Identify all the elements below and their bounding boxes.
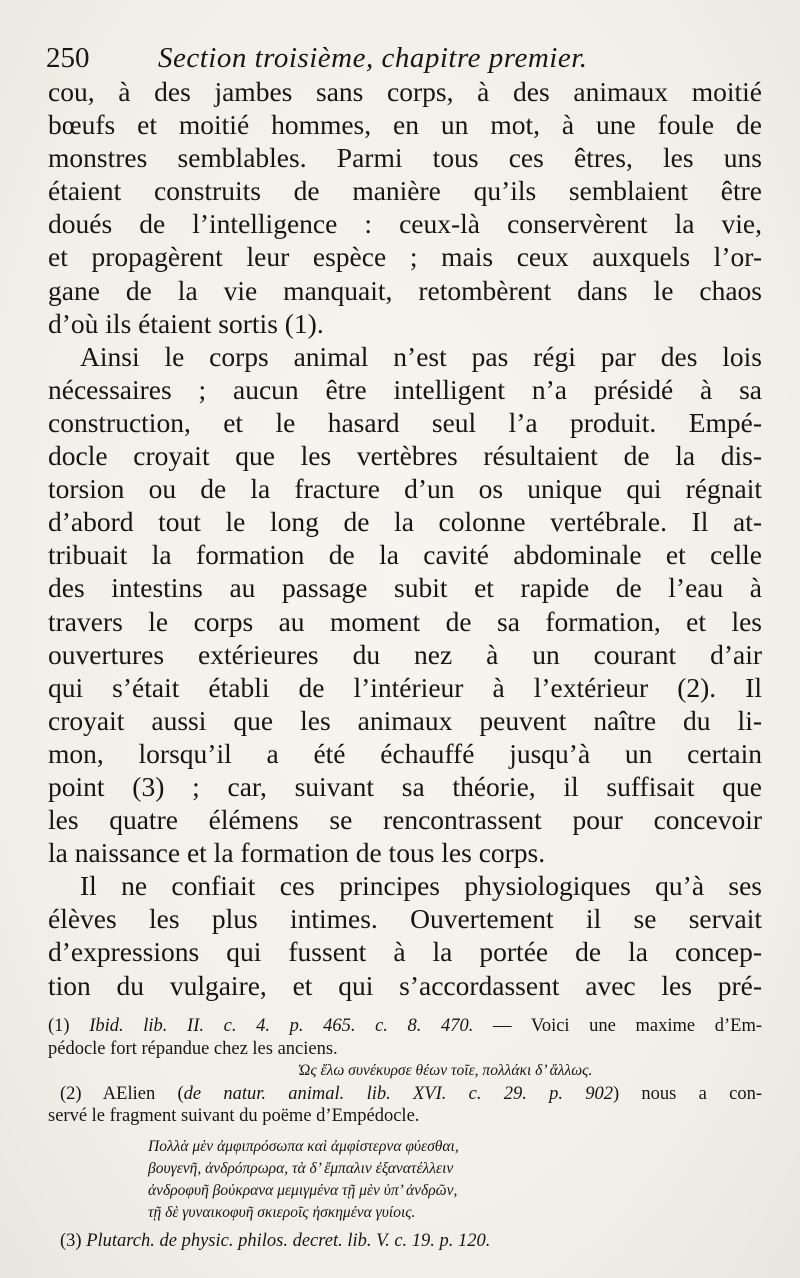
text-line: bœufs et moitié hommes, en un mot, à une foule de	[48, 109, 762, 141]
text-line: tion du vulgaire, et qui s’accordassent avec les pré-	[48, 969, 762, 1001]
page-number: 250	[46, 42, 90, 74]
text-line: élèves les plus intimes. Ouvertement il se servait	[48, 903, 762, 935]
text-line: tribuait la formation de la cavité abdominale et celle	[48, 539, 762, 571]
text-line: des intestins au passage subit et rapide de l’eau à	[48, 572, 762, 604]
footnote-1-greek-quote: Ὡς ἔλω συνέκυρσε θέων τοῖε, πολλάκι δ’ ἄλλως.	[297, 1062, 593, 1079]
footnote-2-greek-verse: τῇ δὲ γυναικοφυῆ σκιεροῖς ἠσκημένα γυίοις.	[148, 1203, 416, 1221]
running-title: Section troisième, chapitre premier.	[158, 42, 588, 74]
footnote-2-greek-verse: βουγενῆ, ἀνδρόπρωρα, τὰ δ’ ἔμπαλιν ἐξανατέλλειν	[148, 1159, 454, 1177]
footnote-1-line: pédocle fort répandue chez les anciens.	[48, 1038, 338, 1059]
text-line: gane de la vie manquait, retombèrent dans le chaos	[48, 274, 762, 306]
text-line: la naissance et la formation de tous les corps.	[48, 837, 546, 869]
text-line: monstres semblables. Parmi tous ces êtres, les uns	[48, 142, 762, 174]
text-line: doués de l’intelligence : ceux-là conservèrent la vie,	[48, 208, 762, 240]
text-line: construction, et le hasard seul l’a produit. Empé-	[48, 406, 762, 438]
text-line: docle croyait que les vertèbres résultaient de la dis-	[48, 440, 762, 472]
text-line: point (3) ; car, suivant sa théorie, il suffisait que	[48, 770, 762, 802]
text-line: d’où ils étaient sortis (1).	[48, 307, 324, 339]
text-line: d’abord tout le long de la colonne vertébrale. Il at-	[48, 506, 762, 538]
text-line: cou, à des jambes sans corps, à des animaux moitié	[48, 76, 762, 107]
text-line: et propagèrent leur espèce ; mais ceux auxquels l’or-	[48, 241, 762, 273]
text-line: qui s’était établi de l’intérieur à l’extérieur (2). Il	[48, 671, 762, 703]
text-line: croyait aussi que les animaux peuvent naître du li-	[48, 704, 762, 736]
footnote-2-line: (2) AElien (de natur. animal. lib. XVI. c. 29. p. 902) nous a con-	[60, 1083, 762, 1104]
text-line: étaient construits de manière qu’ils semblaient être	[48, 175, 762, 207]
text-line: torsion ou de la fracture d’un os unique qui régnait	[48, 473, 762, 505]
running-head	[46, 38, 766, 78]
text-line: Il ne confiait ces principes physiologiques qu’à ses	[80, 870, 762, 902]
text-line: ouvertures extérieures du nez à un courant d’air	[48, 638, 762, 670]
text-line: Ainsi le corps animal n’est pas régi par des lois	[80, 340, 762, 372]
text-line: travers le corps au moment de sa formation, et les	[48, 605, 762, 637]
footnotes	[48, 1015, 762, 1252]
footnote-2-greek-verse: ἀνδροφυῆ βούκρανα μεμιγμένα τῇ μὲν ὑπ’ ἀνδρῶν,	[148, 1181, 458, 1199]
footnote-1-line: (1) Ibid. lib. II. c. 4. p. 465. c. 8. 470. — Voici une maxime d’Em-	[48, 1016, 762, 1036]
body-text	[48, 75, 762, 1002]
footnote-2-greek-verse: Πολλὰ μὲν ἀμφιπρόσωπα καὶ ἀμφίστερνα φύεσθαι,	[148, 1137, 459, 1155]
footnote-3-line: (3) Plutarch. de physic. philos. decret. lib. V. c. 19. p. 120.	[60, 1230, 491, 1251]
footnote-2-line: servé le fragment suivant du poëme d’Empédocle.	[48, 1106, 420, 1126]
text-line: d’expressions qui fussent à la portée de la concep-	[48, 936, 762, 968]
text-line: les quatre élémens se rencontrassent pour concevoir	[48, 804, 762, 836]
text-line: mon, lorsqu’il a été échauffé jusqu’à un certain	[48, 737, 762, 769]
text-line: nécessaires ; aucun être intelligent n’a présidé à sa	[48, 373, 762, 405]
